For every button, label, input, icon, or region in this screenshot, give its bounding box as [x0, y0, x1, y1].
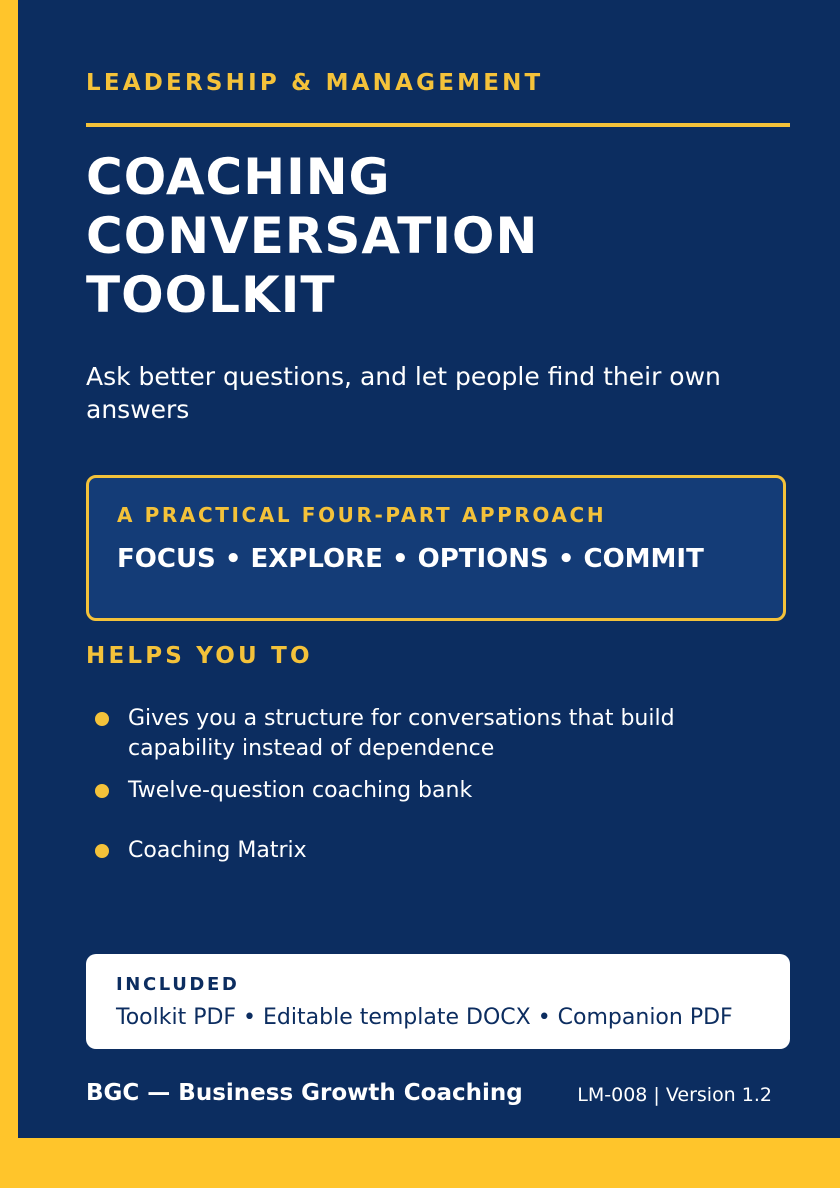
helps-heading: HELPS YOU TO: [86, 643, 313, 669]
list-item-text: Twelve-question coaching bank: [128, 778, 473, 803]
bullet-dot-icon: [95, 784, 109, 798]
bullet-dot-icon: [95, 712, 109, 726]
page-title: [86, 148, 538, 325]
title-line: TOOLKIT: [86, 266, 336, 324]
title-line: COACHING: [86, 148, 391, 206]
approach-label: A PRACTICAL FOUR-PART APPROACH: [117, 503, 607, 527]
list-item-text: Coaching Matrix: [128, 838, 307, 863]
cover-panel: [18, 0, 840, 1138]
list-item-text: Gives you a structure for conversations that build capability instead of dependence: [128, 706, 675, 761]
title-line: CONVERSATION: [86, 207, 539, 265]
included-box: [86, 954, 790, 1049]
subtitle: Ask better questions, and let people find their own answers: [86, 362, 721, 424]
approach-steps: FOCUS • EXPLORE • OPTIONS • COMMIT: [117, 544, 704, 574]
category-label: LEADERSHIP & MANAGEMENT: [86, 70, 544, 96]
footer-code: LM-008 | Version 1.2: [577, 1084, 772, 1106]
bullet-dot-icon: [95, 844, 109, 858]
footer-brand: BGC — Business Growth Coaching: [86, 1080, 523, 1106]
included-label: INCLUDED: [116, 974, 240, 995]
divider-rule: [86, 123, 790, 127]
approach-box: [86, 475, 786, 621]
included-items: Toolkit PDF • Editable template DOCX • Companion PDF: [116, 1005, 733, 1030]
